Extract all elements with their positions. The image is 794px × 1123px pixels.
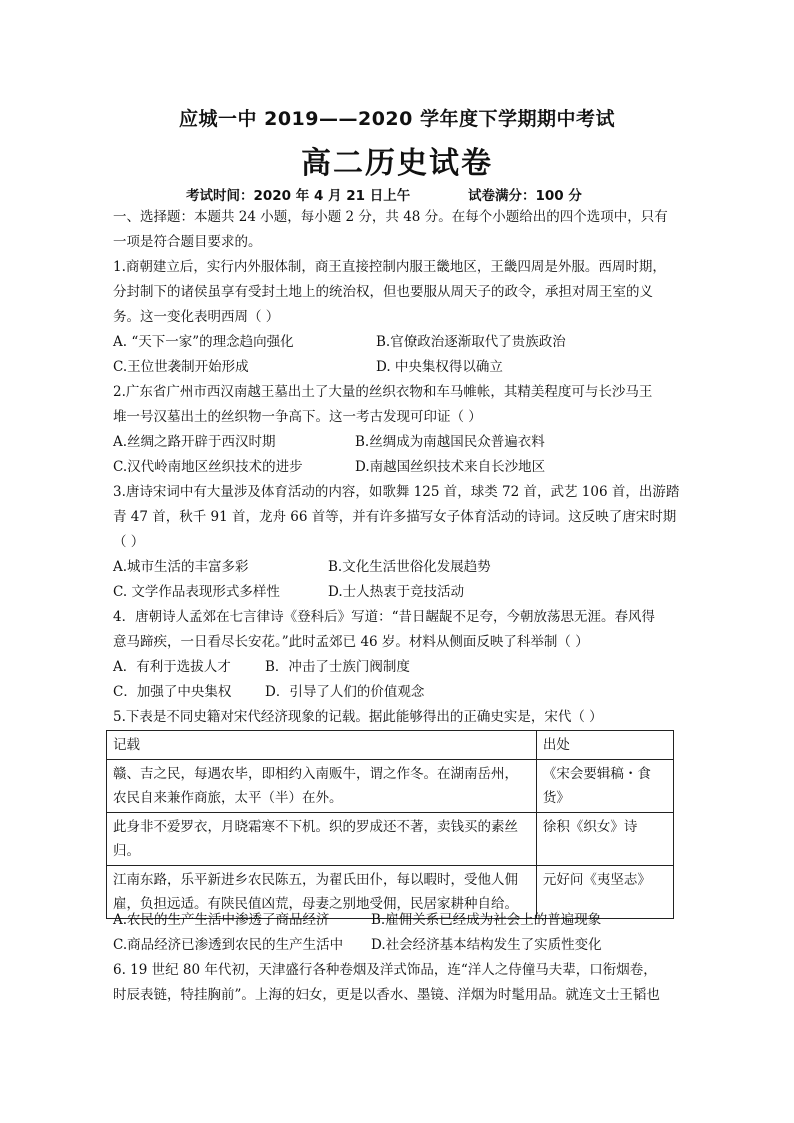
exam-info-line: [186, 184, 582, 204]
source-line: 《宋会要辑稿・食: [542, 766, 651, 782]
source-cell: [536, 760, 673, 813]
question-4-option-a: A．有利于选拔人才: [113, 659, 231, 675]
question-4-option-c: C．加强了中央集权: [113, 684, 232, 700]
question-4-text: 意马蹄疾，一日看尽长安花。”此时孟郊已 46 岁。材料从侧面反映了科举制（ ）: [113, 634, 589, 650]
table-header-source: 出处: [536, 731, 673, 760]
question-6-text: 6. 19 世纪 80 年代初，天津盛行各种卷烟及洋式饰品，连“洋人之侍僮马夫辈，口衔烟卷，: [113, 962, 657, 978]
source-line: 货》: [542, 790, 570, 806]
question-4-text: 4．唐朝诗人孟郊在七言律诗《登科后》写道：“昔日龌龊不足夸，今朝放荡思无涯。春风得: [113, 609, 655, 625]
question-3-option-a: A.城市生活的丰富多彩: [113, 559, 249, 575]
question-6-text: 时辰表链，特挂胸前”。上海的妇女，更是以香水、墨镜、洋烟为时髦用品。就连文士王韬也: [113, 987, 660, 1003]
section-instruction: 一、选择题：本题共 24 小题，每小题 2 分，共 48 分。在每个小题给出的四个选项中，只有: [113, 209, 668, 225]
question-3-text: 青 47 首，秋千 91 首，龙舟 66 首等，并有许多描写女子体育活动的诗词。这反映了唐宋时期: [113, 509, 677, 525]
record-line: 农民自来兼作商旅，太平（半）在外。: [113, 790, 343, 806]
question-2-option-c: C.汉代岭南地区丝织技术的进步: [113, 459, 303, 475]
table-header-record: 记载: [107, 731, 537, 760]
question-5-option-a: A.农民的生产生活中渗透了商品经济: [113, 912, 330, 928]
record-cell: [107, 813, 537, 866]
question-1-text: 1.商朝建立后，实行内外服体制，商王直接控制内服王畿地区，王畿四周是外服。西周时期，: [113, 259, 666, 275]
question-4-option-d: D．引导了人们的价值观念: [265, 684, 425, 700]
record-line: 归。: [113, 843, 140, 859]
paper-title: 高二历史试卷: [301, 146, 493, 181]
question-1-option-c: C.王位世袭制开始形成: [113, 359, 249, 375]
question-1-option-a: A. “天下一家”的理念趋向强化: [113, 334, 294, 350]
question-5-option-d: D.社会经济基本结构发生了实质性变化: [371, 937, 602, 953]
source-line: 徐积《织女》诗: [542, 819, 638, 835]
question-3-option-d: D.士人热衷于竞技活动: [328, 584, 465, 600]
question-3-option-c: C. 文学作品表现形式多样性: [113, 584, 280, 600]
source-cell: [536, 813, 673, 866]
record-line: 雇，负担远适。有陕民值凶荒，母妻之别地受佣，民居家耕种自给。: [113, 896, 518, 912]
question-1-text: 分封制下的诸侯虽享有受封土地上的统治权，但也要服从周天子的政令，承担对周王室的义: [113, 284, 653, 300]
school-exam-title: 应城一中 2019——2020 学年度下学期期中考试: [179, 108, 615, 130]
question-5-option-b: B.雇佣关系已经成为社会上的普遍现象: [371, 912, 602, 928]
question-2-text: 堆一号汉墓出土的丝织物一争高下。这一考古发现可印证（ ）: [113, 409, 482, 425]
question-1-option-b: B.官僚政治逐渐取代了贵族政治: [376, 334, 566, 350]
question-2-option-d: D.南越国丝织技术来自长沙地区: [355, 459, 546, 475]
record-line: 赣、吉之民，每遇农毕，即相约入南贩牛，谓之作冬。在湖南岳州，: [113, 766, 518, 782]
question-1-text: 务。这一变化表明西周（ ）: [113, 309, 280, 325]
question-5-text: 5.下表是不同史籍对宋代经济现象的记载。据此能够得出的正确史实是，宋代（ ）: [113, 709, 603, 725]
question-2-text: 2.广东省广州市西汉南越王墓出土了大量的丝织衣物和车马帷帐，其精美程度可与长沙马王: [113, 384, 653, 400]
question-4-option-b: B．冲击了士族门阀制度: [265, 659, 410, 675]
question-3-text: 3.唐诗宋词中有大量涉及体育活动的内容，如歌舞 125 首，球类 72 首，武艺 106 首，出游踏: [113, 484, 680, 500]
question-2-option-b: B.丝绸成为南越国民众普遍衣料: [355, 434, 545, 450]
table-row: [107, 760, 674, 813]
question-1-option-d: D. 中央集权得以确立: [376, 359, 503, 375]
question-3-option-b: B.文化生活世俗化发展趋势: [328, 559, 491, 575]
question-5-option-c: C.商品经济已渗透到农民的生产生活中: [113, 937, 344, 953]
exam-time: 考试时间：2020 年 4 月 21 日上午: [186, 188, 411, 204]
record-cell: [107, 760, 537, 813]
table-header-row: [107, 731, 674, 760]
section-instruction: 一项是符合题目要求的。: [113, 234, 262, 250]
question-3-text: （ ）: [113, 534, 145, 550]
full-score: 试卷满分：100 分: [468, 188, 582, 204]
question-2-option-a: A.丝绸之路开辟于西汉时期: [113, 434, 276, 450]
record-line: 此身非不爱罗衣，月晓霜寒不下机。织的罗成还不著，卖钱买的素丝: [113, 819, 518, 835]
records-table: [106, 730, 674, 919]
table-row: [107, 813, 674, 866]
record-line: 江南东路，乐平新进乡农民陈五，为翟氏田仆，每以暇时，受他人佣: [113, 872, 518, 888]
source-line: 元好问《夷坚志》: [542, 872, 651, 888]
